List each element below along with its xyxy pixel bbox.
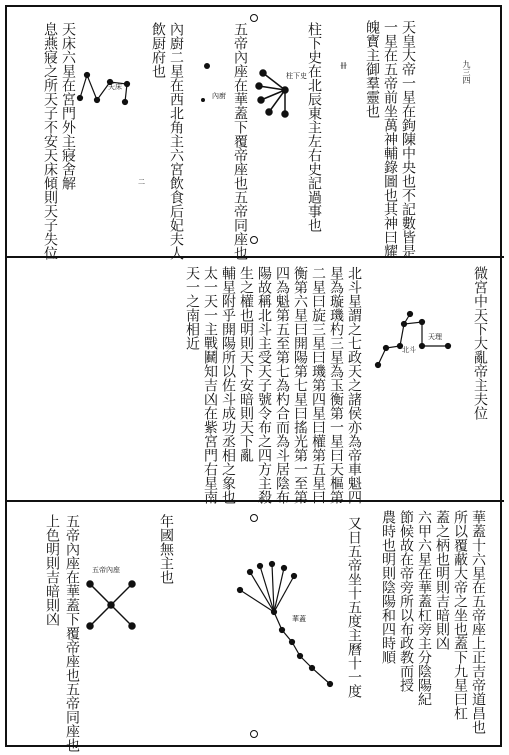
text-column: 五帝內座在華蓋下覆帝座也五帝同座也 (64, 514, 80, 752)
figure-label: 柱下史 (286, 72, 307, 80)
text-column: 又日五帝坐十五度主曆十一度 (346, 516, 362, 698)
star-figure-bei-dou (370, 310, 460, 380)
binding-hole (250, 730, 258, 738)
star-figure-wu-di-nei-zuo (84, 578, 138, 634)
text-column: 內廚二星在西北角主六宮飲食后妃夫人 (168, 22, 184, 260)
figure-label: 二 (138, 178, 145, 186)
text-column: 一星在五帝前坐萬神輔錄圖也其神曰耀 (382, 20, 398, 258)
text-column: 輔星附乎開陽所以佐斗成功丞相之象也 (220, 266, 236, 504)
text-column: 太一天一主戰鬭知吉凶在紫宮門右星南 (202, 266, 218, 504)
text-column: 天一之南相近 (184, 266, 200, 350)
text-column: 生之權也明則天下安暗則天下亂 (238, 266, 254, 462)
text-column: 北斗星謂之七政天之諸侯亦為帝車魁四 (346, 266, 362, 504)
figure-label: 內廚 (212, 92, 226, 100)
text-column: 陽故稱北斗主受天子號令布之四方主殺 (256, 266, 272, 504)
text-column: 飲厨府也 (150, 22, 166, 78)
text-column: 上色明則吉暗則凶 (44, 514, 60, 626)
text-column: 天床六星在宮門外主寢舍解 (60, 22, 76, 190)
binding-hole (250, 14, 258, 22)
text-column: 農時也明則陰陽和四時順 (380, 510, 396, 664)
figure-label: 五帝內座 (92, 566, 120, 574)
text-column: 所以覆蔽大帝之坐也蓋下九星曰杠 (452, 510, 468, 720)
text-column: 息燕寢之所天子不安天床傾則天子失位 (42, 22, 58, 260)
text-column: 華蓋十六星在五帝座上正吉帝道昌也 (470, 510, 486, 734)
text-column: 微宮中天下大亂帝主夫位 (472, 266, 488, 420)
text-column: 五帝內座在華蓋下覆帝座也五帝同座也 (232, 22, 248, 260)
text-column: 蓋之柄也明則吉暗則凶 (434, 510, 450, 650)
figure-label: 北斗 (402, 346, 416, 354)
figure-label: 天理 (428, 333, 442, 341)
text-column: 天皇大帝一星在鉤陳中央也不記數皆是 (400, 20, 416, 258)
margin-annotation: 卌 (340, 62, 347, 70)
text-column: 魄寳主御羣靈也 (364, 20, 380, 118)
text-column: 六甲六星在華蓋杠旁主分陰陽紀 (416, 510, 432, 706)
star-figure-tian-chuang (75, 70, 135, 110)
divider-top (5, 256, 504, 258)
figure-label: 天床 (108, 83, 122, 91)
text-column: 柱下史在北辰東主左右史記過事也 (306, 22, 322, 232)
text-column: 星為璇璣杓三星為玉衡第一星曰天樞第 (328, 266, 344, 504)
page-number: 九三四 (462, 60, 471, 84)
divider-bottom (5, 500, 504, 502)
binding-hole (250, 514, 258, 522)
text-column: 二星曰旋三星曰璣第四星曰權第五星曰 (310, 266, 326, 504)
binding-hole (250, 236, 258, 244)
text-column: 衡第六星曰開陽第七星曰搖光第一至第 (292, 266, 308, 504)
text-column: 節候故在帝旁所以布政教而授 (398, 510, 414, 692)
star-figure-hua-gai (230, 560, 345, 690)
star-pair-wu-di (195, 58, 225, 118)
text-column: 年國無主也 (158, 514, 174, 584)
text-column: 四為魁第五至第七為杓合而為斗居陰布 (274, 266, 290, 504)
figure-label: 華蓋 (292, 615, 306, 623)
